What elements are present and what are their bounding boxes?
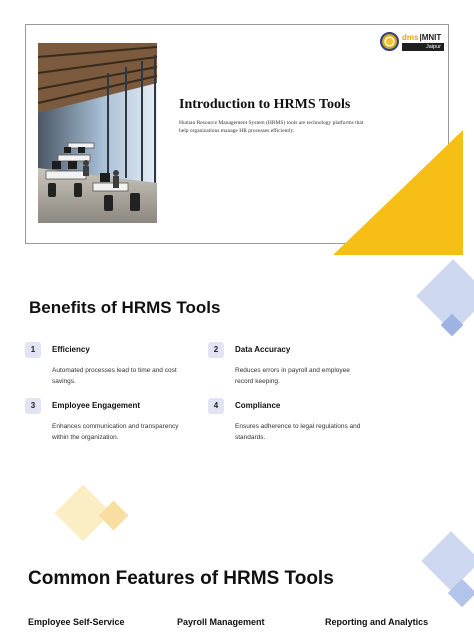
logo-dms-text: dms bbox=[402, 33, 419, 42]
logo-wordmark bbox=[402, 32, 444, 43]
intro-body: Human Resource Management System (HRMS) tools are technology platforms that help organizations manage HR processes efficiently. bbox=[179, 120, 364, 134]
intro-title: Introduction to HRMS Tools bbox=[179, 97, 351, 112]
institute-seal-icon bbox=[380, 32, 399, 51]
logo-mnit-text: MNIT bbox=[421, 33, 442, 42]
dms-mnit-logo bbox=[380, 31, 446, 54]
decor-diamond-blue-large bbox=[421, 531, 474, 590]
logo-separator: | bbox=[419, 33, 422, 42]
benefit-number-badge: 2 bbox=[208, 342, 224, 358]
benefits-heading: Benefits of HRMS Tools bbox=[29, 298, 221, 317]
benefit-number-badge: 3 bbox=[25, 398, 41, 414]
feature-title: Payroll Management bbox=[177, 617, 265, 627]
feature-title: Employee Self-Service bbox=[28, 617, 125, 627]
benefit-title: Efficiency bbox=[52, 345, 90, 354]
benefit-title: Data Accuracy bbox=[235, 345, 291, 354]
intro-text-block bbox=[179, 97, 374, 135]
logo-city: Jaipur bbox=[402, 43, 444, 51]
benefit-description: Ensures adherence to legal regulations and standards. bbox=[235, 423, 361, 441]
benefit-description: Automated processes lead to time and cost savings. bbox=[52, 367, 177, 385]
benefit-number-badge: 1 bbox=[25, 342, 41, 358]
benefit-number-badge: 4 bbox=[208, 398, 224, 414]
benefit-title: Compliance bbox=[235, 401, 281, 410]
benefit-title: Employee Engagement bbox=[52, 401, 141, 410]
benefit-description: Reduces errors in payroll and employee record keeping. bbox=[235, 367, 350, 385]
office-photo bbox=[38, 43, 157, 223]
features-heading: Common Features of HRMS Tools bbox=[28, 568, 334, 589]
benefit-description: Enhances communication and transparency within the organization. bbox=[52, 423, 179, 441]
feature-title: Reporting and Analytics bbox=[325, 617, 429, 627]
